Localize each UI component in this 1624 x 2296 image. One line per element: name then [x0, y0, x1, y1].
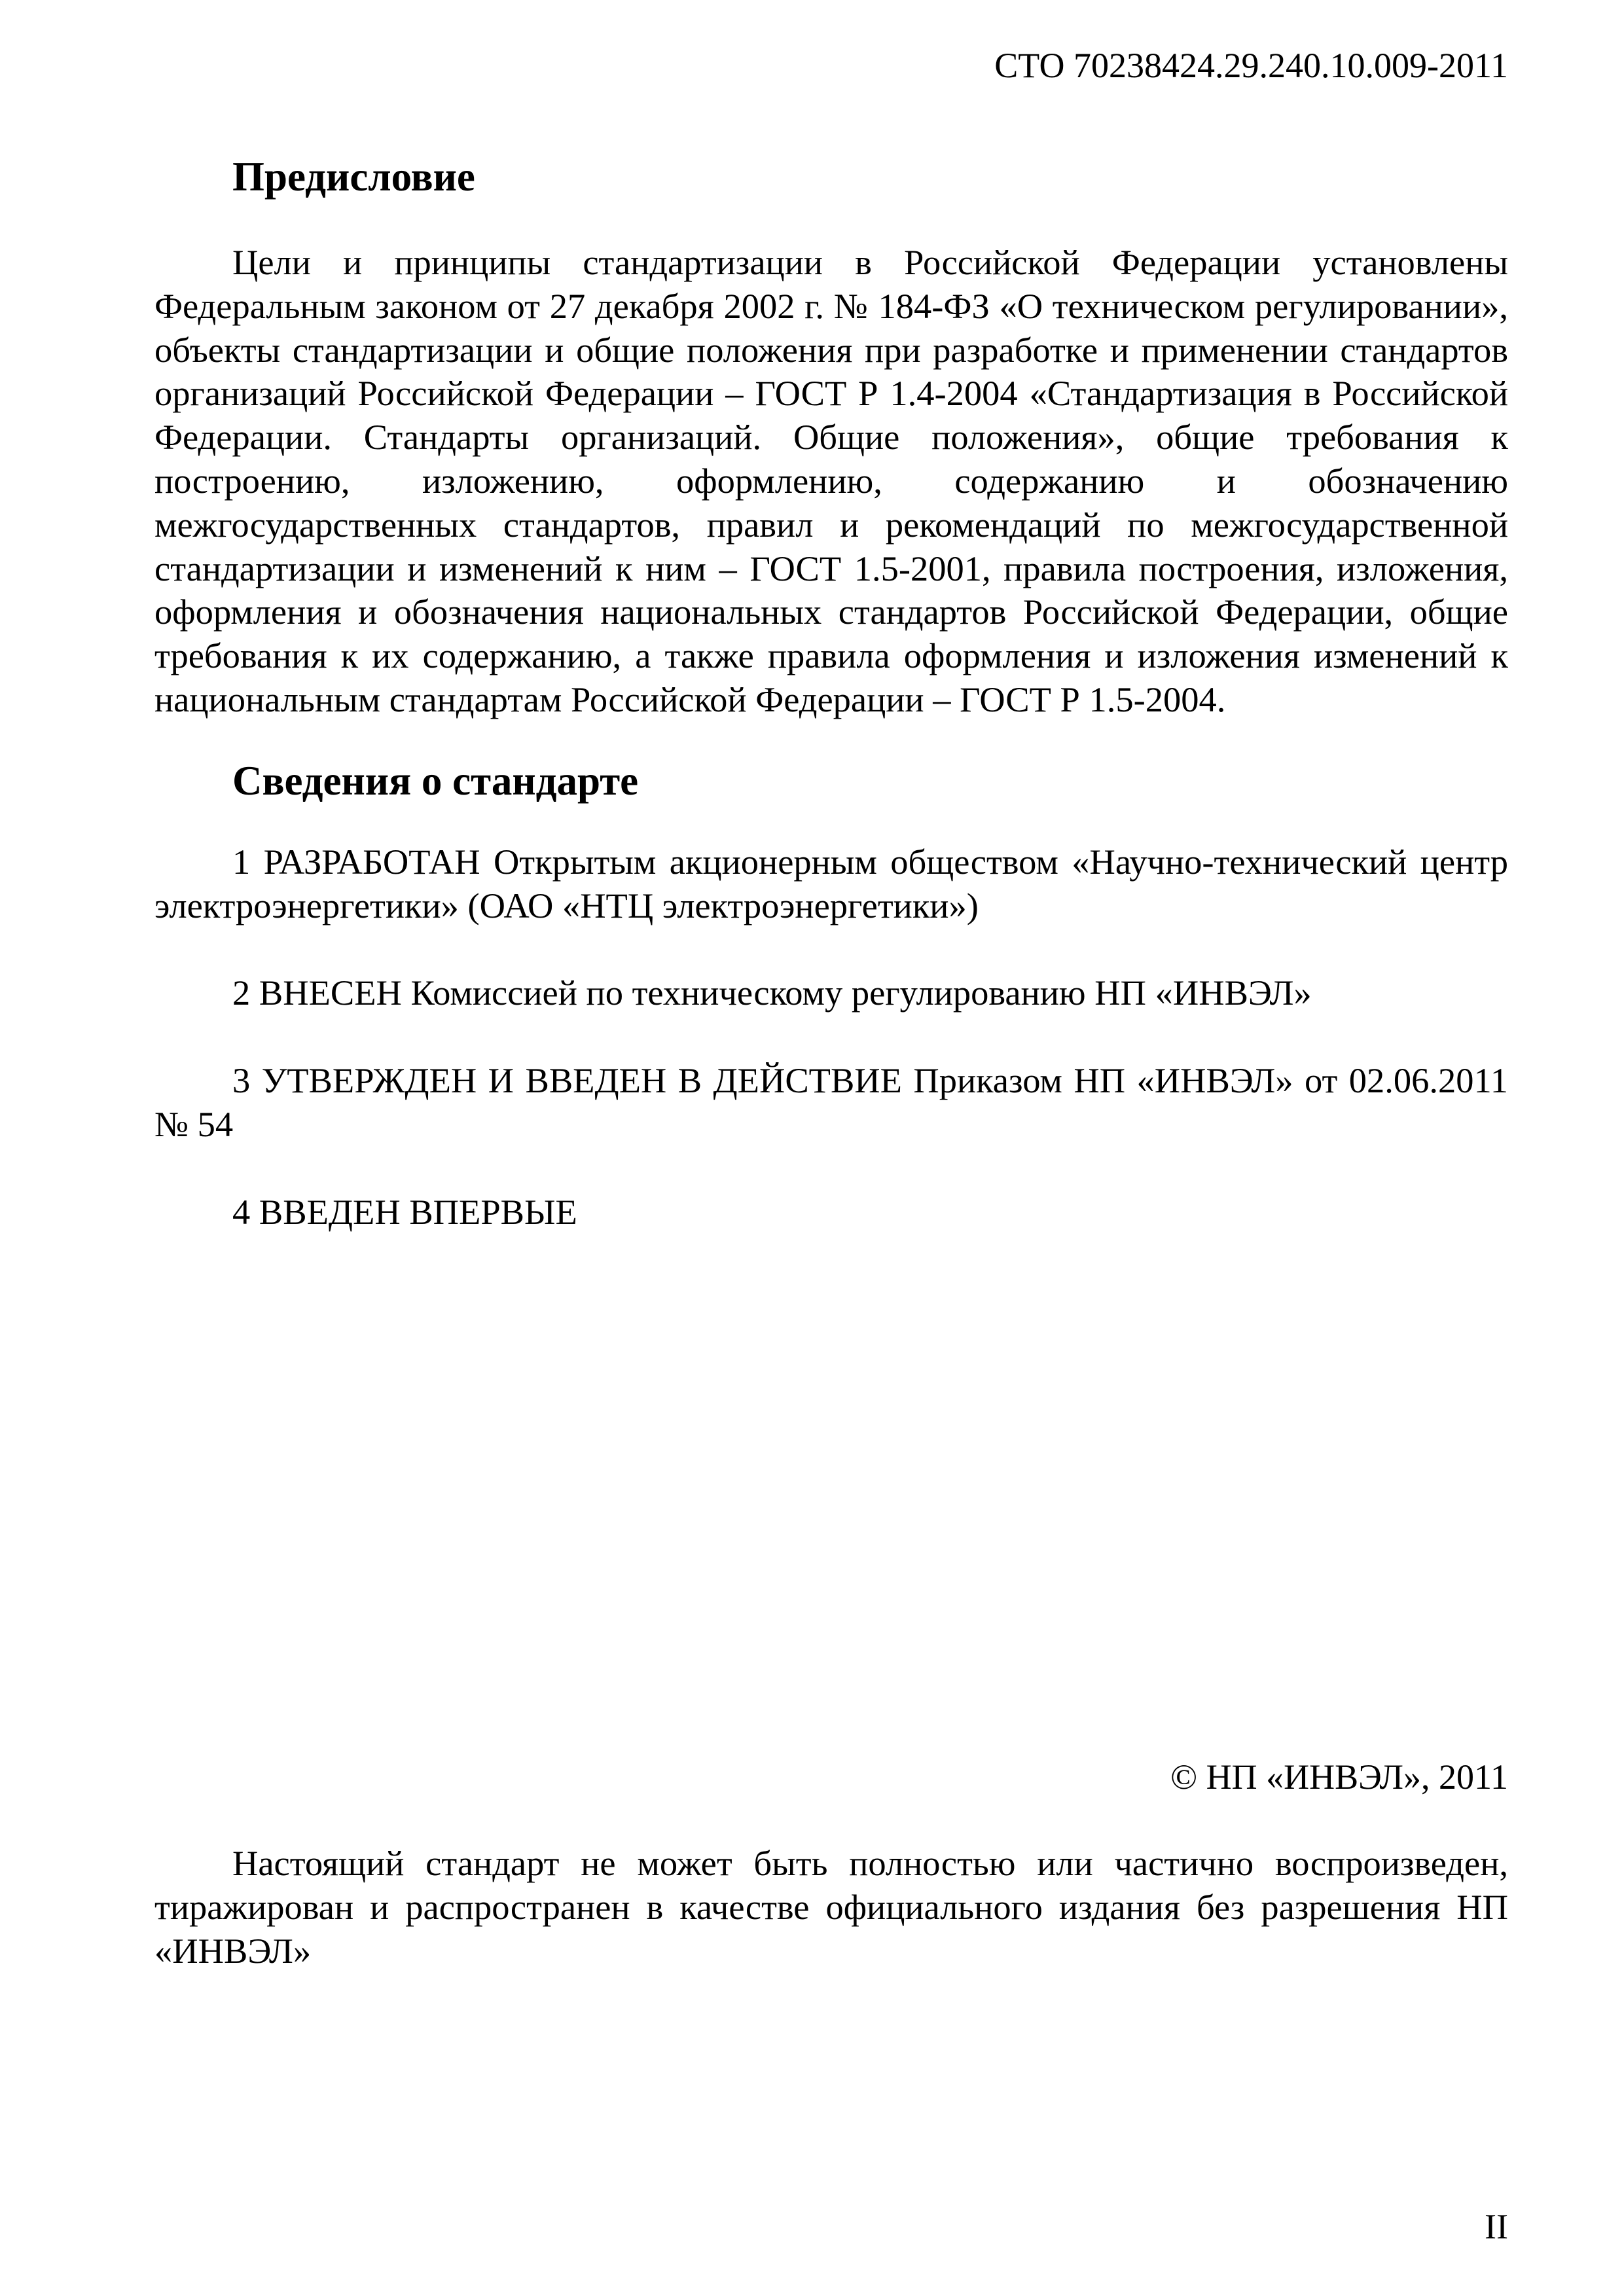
info-item-approved: 3 УТВЕРЖДЕН И ВВЕДЕН В ДЕЙСТВИЕ Приказом НП «ИНВЭЛ» от 02.06.2011 № 54: [154, 1060, 1508, 1144]
info-item-developed: 1 РАЗРАБОТАН Открытым акционерным обществом «Научно-технический центр электроэнергетики» (ОАО «НТЦ электроэнергетики»): [154, 841, 1508, 925]
document-code-header: СТО 70238424.29.240.10.009-2011: [994, 46, 1508, 85]
standard-info-heading: Сведения о стандарте: [232, 757, 639, 804]
copyright-line: © НП «ИНВЭЛ», 2011: [1170, 1757, 1508, 1797]
page-number: II: [1485, 2207, 1508, 2246]
info-item-submitted: 2 ВНЕСЕН Комиссией по техническому регулированию НП «ИНВЭЛ»: [232, 973, 1312, 1013]
preface-paragraph: Цели и принципы стандартизации в Российской Федерации установлены Федеральным законом от 27 декабря 2002 г. № 184-ФЗ «О техническом регулировании», объекты стандартизации и общие положения при разработке и применении стандартов организаций Российской Федерации – ГОСТ Р 1.4-2004 «Стандартизация в Российской Федерации. Стандарты организаций. Общие положения», общие требования к построению, изложению, оформлению, содержанию и обозначению межгосударственных стандартов, правил и рекомендаций по межгосударственной стандартизации и изменений к ним – ГОСТ 1.5-2001, правила построения, изложения, оформления и обозначения национальных стандартов Российской Федерации, общие требования к их содержанию, а также правила оформления и изложения изменений к национальным стандартам Российской Федерации – ГОСТ Р 1.5-2004.: [154, 242, 1508, 719]
main-content: [154, 152, 1508, 1234]
notice-block: [154, 1842, 1508, 1973]
reproduction-notice: Настоящий стандарт не может быть полностью или частично воспроизведен, тиражирован и распространен в качестве официального издания без разрешения НП «ИНВЭЛ»: [154, 1843, 1508, 1971]
info-item-first-introduced: 4 ВВЕДЕН ВПЕРВЫЕ: [232, 1191, 577, 1232]
preface-heading: Предисловие: [232, 154, 475, 200]
